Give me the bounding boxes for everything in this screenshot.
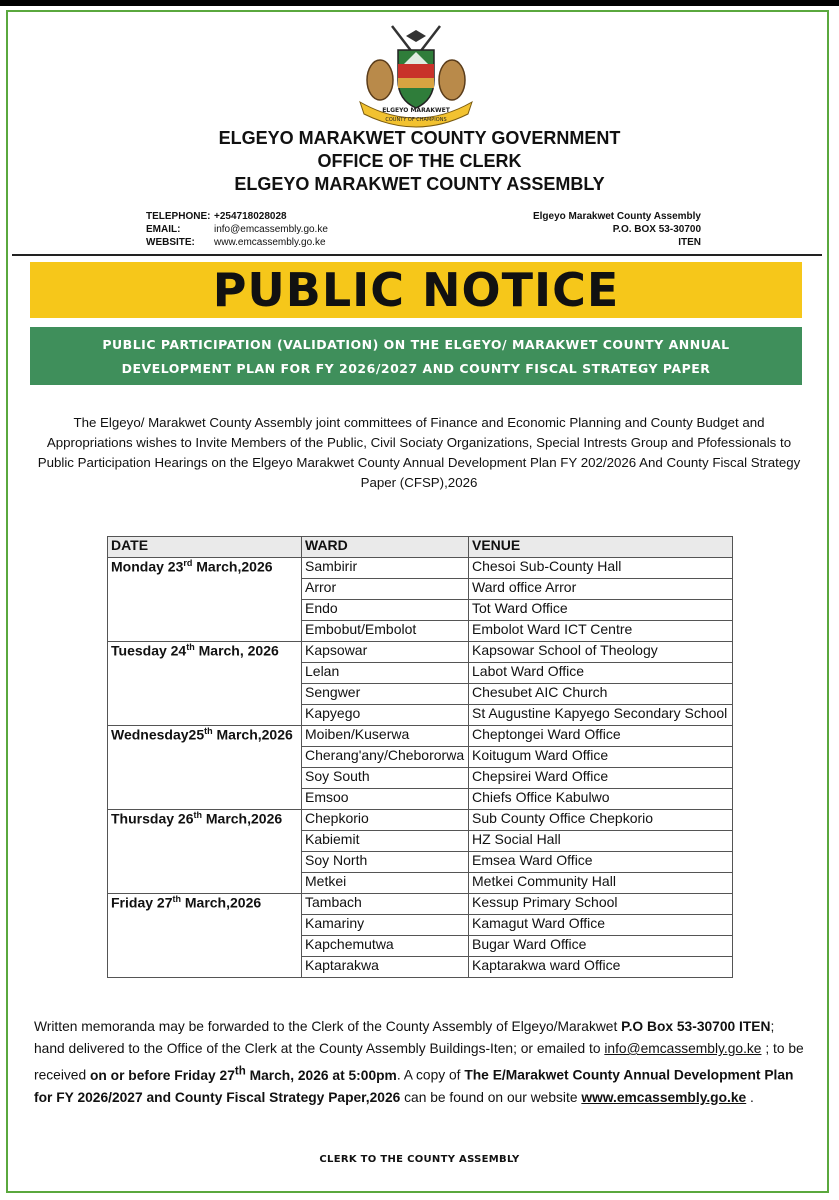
footer-text: . A copy of — [396, 1067, 465, 1083]
venue-cell: Metkei Community Hall — [469, 873, 733, 894]
date-ordinal: rd — [183, 558, 193, 568]
address-line: Elgeyo Marakwet County Assembly — [532, 211, 701, 222]
date-ordinal: th — [172, 894, 181, 904]
ward-cell: Cherang'any/Chebororwa — [302, 747, 469, 768]
contact-details — [146, 210, 328, 249]
signature-line: CLERK TO THE COUNTY ASSEMBLY — [319, 1154, 520, 1165]
venue-cell: Kaptarakwa ward Office — [469, 957, 733, 978]
memoranda-paragraph — [34, 1016, 804, 1109]
date-cell — [108, 642, 302, 726]
date-rest: March,2026 — [212, 726, 293, 743]
header-divider — [12, 254, 822, 256]
date-rest: March,2026 — [192, 558, 273, 575]
table-row — [108, 894, 733, 915]
website-label: WEBSITE: — [146, 237, 195, 248]
notice-page — [0, 6, 839, 1200]
date-cell — [108, 558, 302, 642]
date-rest: March,2026 — [180, 894, 262, 911]
date-cell — [108, 810, 302, 894]
intro-paragraph: The Elgeyo/ Marakwet County Assembly joint committees of Finance and Economic Planning and County Budget and Appropriations wishes to Invite Members of the Public, Civil Sociaty Organizations, Special Intrests Group and Pfofessionals to Public Participation Hearings on the Elgeyo Marakwet County Annual Development Plan FY 202/2026 And County Fiscal Strategy Paper (CFSP),2026 — [37, 415, 801, 490]
deadline-text: on or before Friday 27 — [89, 1067, 235, 1083]
venue-cell: Emsea Ward Office — [469, 852, 733, 873]
table-row — [108, 810, 733, 831]
date-day: Monday 23 — [111, 558, 184, 575]
footer-text: can be found on our website — [400, 1089, 582, 1105]
ward-cell: Emsoo — [302, 789, 469, 810]
hearing-schedule-table — [107, 536, 733, 978]
subtitle-line: DEVELOPMENT PLAN FOR FY 2026/2027 AND COUNTY FISCAL STRATEGY PAPER — [121, 361, 711, 376]
date-ordinal: th — [204, 726, 213, 736]
ward-cell: Soy South — [302, 768, 469, 789]
ward-cell: Chepkorio — [302, 810, 469, 831]
deadline-text: March, 2026 at 5:00pm — [245, 1067, 397, 1083]
notice-subtitle — [30, 327, 802, 385]
venue-cell: Embolot Ward ICT Centre — [469, 621, 733, 642]
venue-cell: Chesoi Sub-County Hall — [469, 558, 733, 579]
venue-cell: Chiefs Office Kabulwo — [469, 789, 733, 810]
ward-cell: Arror — [302, 579, 469, 600]
table-row — [108, 642, 733, 663]
venue-cell: Kamagut Ward Office — [469, 915, 733, 936]
website-value[interactable]: www.emcassembly.go.ke — [214, 237, 326, 248]
table-header-row — [108, 537, 733, 558]
column-header-venue: VENUE — [469, 537, 733, 558]
venue-cell: Labot Ward Office — [469, 663, 733, 684]
venue-cell: Ward office Arror — [469, 579, 733, 600]
email-link[interactable]: info@emcassembly.go.ke — [604, 1041, 762, 1056]
footer-text: ; hand delivered to the Office of the Clerk at the County Assembly Buildings-Iten; or emailed to — [34, 1019, 775, 1056]
column-header-ward: WARD — [302, 537, 469, 558]
ward-cell: Soy North — [302, 852, 469, 873]
ward-cell: Kapchemutwa — [302, 936, 469, 957]
ward-cell: Moiben/Kuserwa — [302, 726, 469, 747]
address-line: ITEN — [678, 237, 701, 248]
date-rest: March,2026 — [201, 810, 283, 827]
table-row — [108, 558, 733, 579]
venue-cell: Koitugum Ward Office — [469, 747, 733, 768]
ward-cell: Kapyego — [302, 705, 469, 726]
county-coat-of-arms-icon — [354, 22, 478, 128]
date-cell — [108, 894, 302, 978]
schedule-body — [108, 558, 733, 978]
footer-text: Written memoranda may be forwarded to the Clerk of the County Assembly of Elgeyo/Marakwet — [34, 1019, 622, 1034]
date-day: Wednesday25 — [111, 726, 205, 743]
venue-cell: Tot Ward Office — [469, 600, 733, 621]
ward-cell: Kamariny — [302, 915, 469, 936]
date-day: Friday 27 — [111, 894, 173, 911]
email-value[interactable]: info@emcassembly.go.ke — [214, 224, 328, 235]
table-row — [108, 726, 733, 747]
subtitle-line: PUBLIC PARTICIPATION (VALIDATION) ON THE ELGEYO/ MARAKWET COUNTY ANNUAL — [102, 337, 730, 352]
public-notice-banner: PUBLIC NOTICE — [30, 262, 802, 318]
date-ordinal: th — [193, 810, 202, 820]
assembly-title: ELGEYO MARAKWET COUNTY ASSEMBLY — [234, 174, 605, 194]
telephone-value: +254718028028 — [214, 211, 287, 222]
crest-motto-lower: COUNTY OF CHAMPIONS — [385, 117, 447, 123]
venue-cell: Kapsowar School of Theology — [469, 642, 733, 663]
document-title: The E/Marakwet County Annual Development Plan for FY 2026/2027 and County Fiscal Strategy Paper,2026 — [34, 1067, 794, 1105]
footer-text: ; to be received — [34, 1041, 804, 1083]
footer-text: . — [746, 1089, 754, 1105]
telephone-label: TELEPHONE: — [146, 211, 211, 222]
email-label: EMAIL: — [146, 224, 181, 235]
venue-cell: Chesubet AIC Church — [469, 684, 733, 705]
venue-cell: Chepsirei Ward Office — [469, 768, 733, 789]
ward-cell: Kapsowar — [302, 642, 469, 663]
ward-cell: Kabiemit — [302, 831, 469, 852]
ward-cell: Embobut/Embolot — [302, 621, 469, 642]
deadline-ordinal: th — [234, 1065, 246, 1077]
address-line: P.O. BOX 53-30700 — [612, 224, 701, 235]
deadline — [89, 1065, 397, 1083]
date-cell — [108, 726, 302, 810]
venue-cell: Sub County Office Chepkorio — [469, 810, 733, 831]
venue-cell: St Augustine Kapyego Secondary School — [469, 705, 733, 726]
venue-cell: HZ Social Hall — [469, 831, 733, 852]
postal-box: P.O Box 53-30700 ITEN — [621, 1019, 771, 1034]
ward-cell: Endo — [302, 600, 469, 621]
crest-motto-upper: ELGEYO MARAKWET — [382, 107, 450, 114]
venue-cell: Cheptongei Ward Office — [469, 726, 733, 747]
date-ordinal: th — [186, 642, 195, 652]
ward-cell: Lelan — [302, 663, 469, 684]
office-title: OFFICE OF THE CLERK — [317, 151, 522, 171]
letterhead — [0, 127, 839, 196]
venue-cell: Bugar Ward Office — [469, 936, 733, 957]
date-rest: March, 2026 — [194, 642, 279, 659]
column-header-date: DATE — [108, 537, 302, 558]
date-day: Tuesday 24 — [111, 642, 187, 659]
government-title: ELGEYO MARAKWET COUNTY GOVERNMENT — [218, 128, 621, 148]
ward-cell: Sengwer — [302, 684, 469, 705]
ward-cell: Tambach — [302, 894, 469, 915]
postal-address — [480, 210, 701, 249]
ward-cell: Kaptarakwa — [302, 957, 469, 978]
date-day: Thursday 26 — [111, 810, 194, 827]
ward-cell: Sambirir — [302, 558, 469, 579]
venue-cell: Kessup Primary School — [469, 894, 733, 915]
website-link[interactable]: www.emcassembly.go.ke — [581, 1089, 747, 1105]
ward-cell: Metkei — [302, 873, 469, 894]
